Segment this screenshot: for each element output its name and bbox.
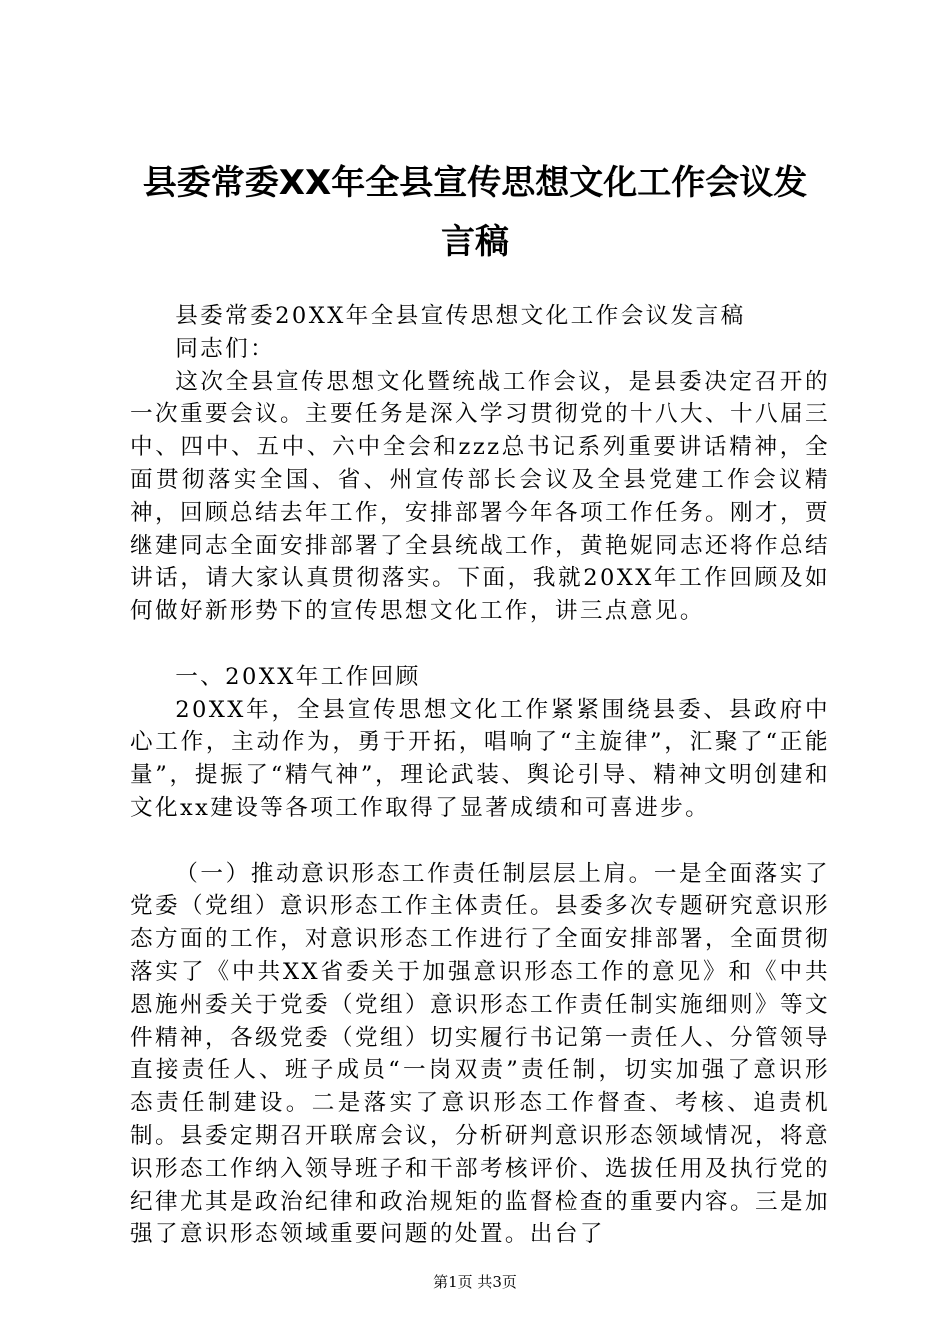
salutation-paragraph: 同志们： [175,335,276,362]
intro-paragraph: 这次全县宣传思想文化暨统战工作会议，是县委决定召开的一次重要会议。主要任务是深入学习贯彻党的十八大、十八届三中、四中、五中、六中全会和zzz总书记系列重要讲话精神，全面贯彻落实全国、省、州宣传部长会议及全县党建工作会议精神，回顾总结去年工作，安排部署今年各项工作任务。刚才，贾继建同志全面安排部署了全县统战工作，黄艳妮同志还将作总结讲话，请大家认真贯彻落实。下面，我就20XX年工作回顾及如何做好新形势下的宣传思想文化工作，讲三点意见。 [130,368,830,625]
document-title-line-1: 县委常委XX年全县宣传思想文化工作会议发 [142,163,808,203]
subsection-paragraph: （一）推动意识形态工作责任制层层上肩。一是全面落实了党委（党组）意识形态工作主体责任。县委多次专题研究意识形态方面的工作，对意识形态工作进行了全面安排部署，全面贯彻落实了《中共XX省委关于加强意识形态工作的意见》和《中共恩施州委关于党委（党组）意识形态工作责任制实施细则》等文件精神，各级党委（党组）切实履行书记第一责任人、分管领导直接责任人、班子成员“一岗双责”责任制，切实加强了意识形态责任制建设。二是落实了意识形态工作督查、考核、追责机制。县委定期召开联席会议，分析研判意识形态领域情况，将意识形态工作纳入领导班子和干部考核评价、选拔任用及执行党的纪律尤其是政治纪律和政治规矩的监督检查的重要内容。三是加强了意识形态领域重要问题的处置。出台了 [130,860,830,1248]
document-body [130,300,830,1251]
section-heading: 一、20XX年工作回顾 [175,663,421,690]
section-summary-paragraph: 20XX年，全县宣传思想文化工作紧紧围绕县委、县政府中心工作，主动作为，勇于开拓，唱响了“主旋律”，汇聚了“正能量”，提振了“精气神”，理论武装、舆论引导、精神文明创建和文化xx建设等各项工作取得了显著成绩和可喜进步。 [130,696,830,821]
page-footer: 第1页 共3页 [433,1273,517,1291]
subtitle-paragraph: 县委常委20XX年全县宣传思想文化工作会议发言稿 [175,303,746,329]
document-title-line-2: 言稿 [441,222,509,262]
